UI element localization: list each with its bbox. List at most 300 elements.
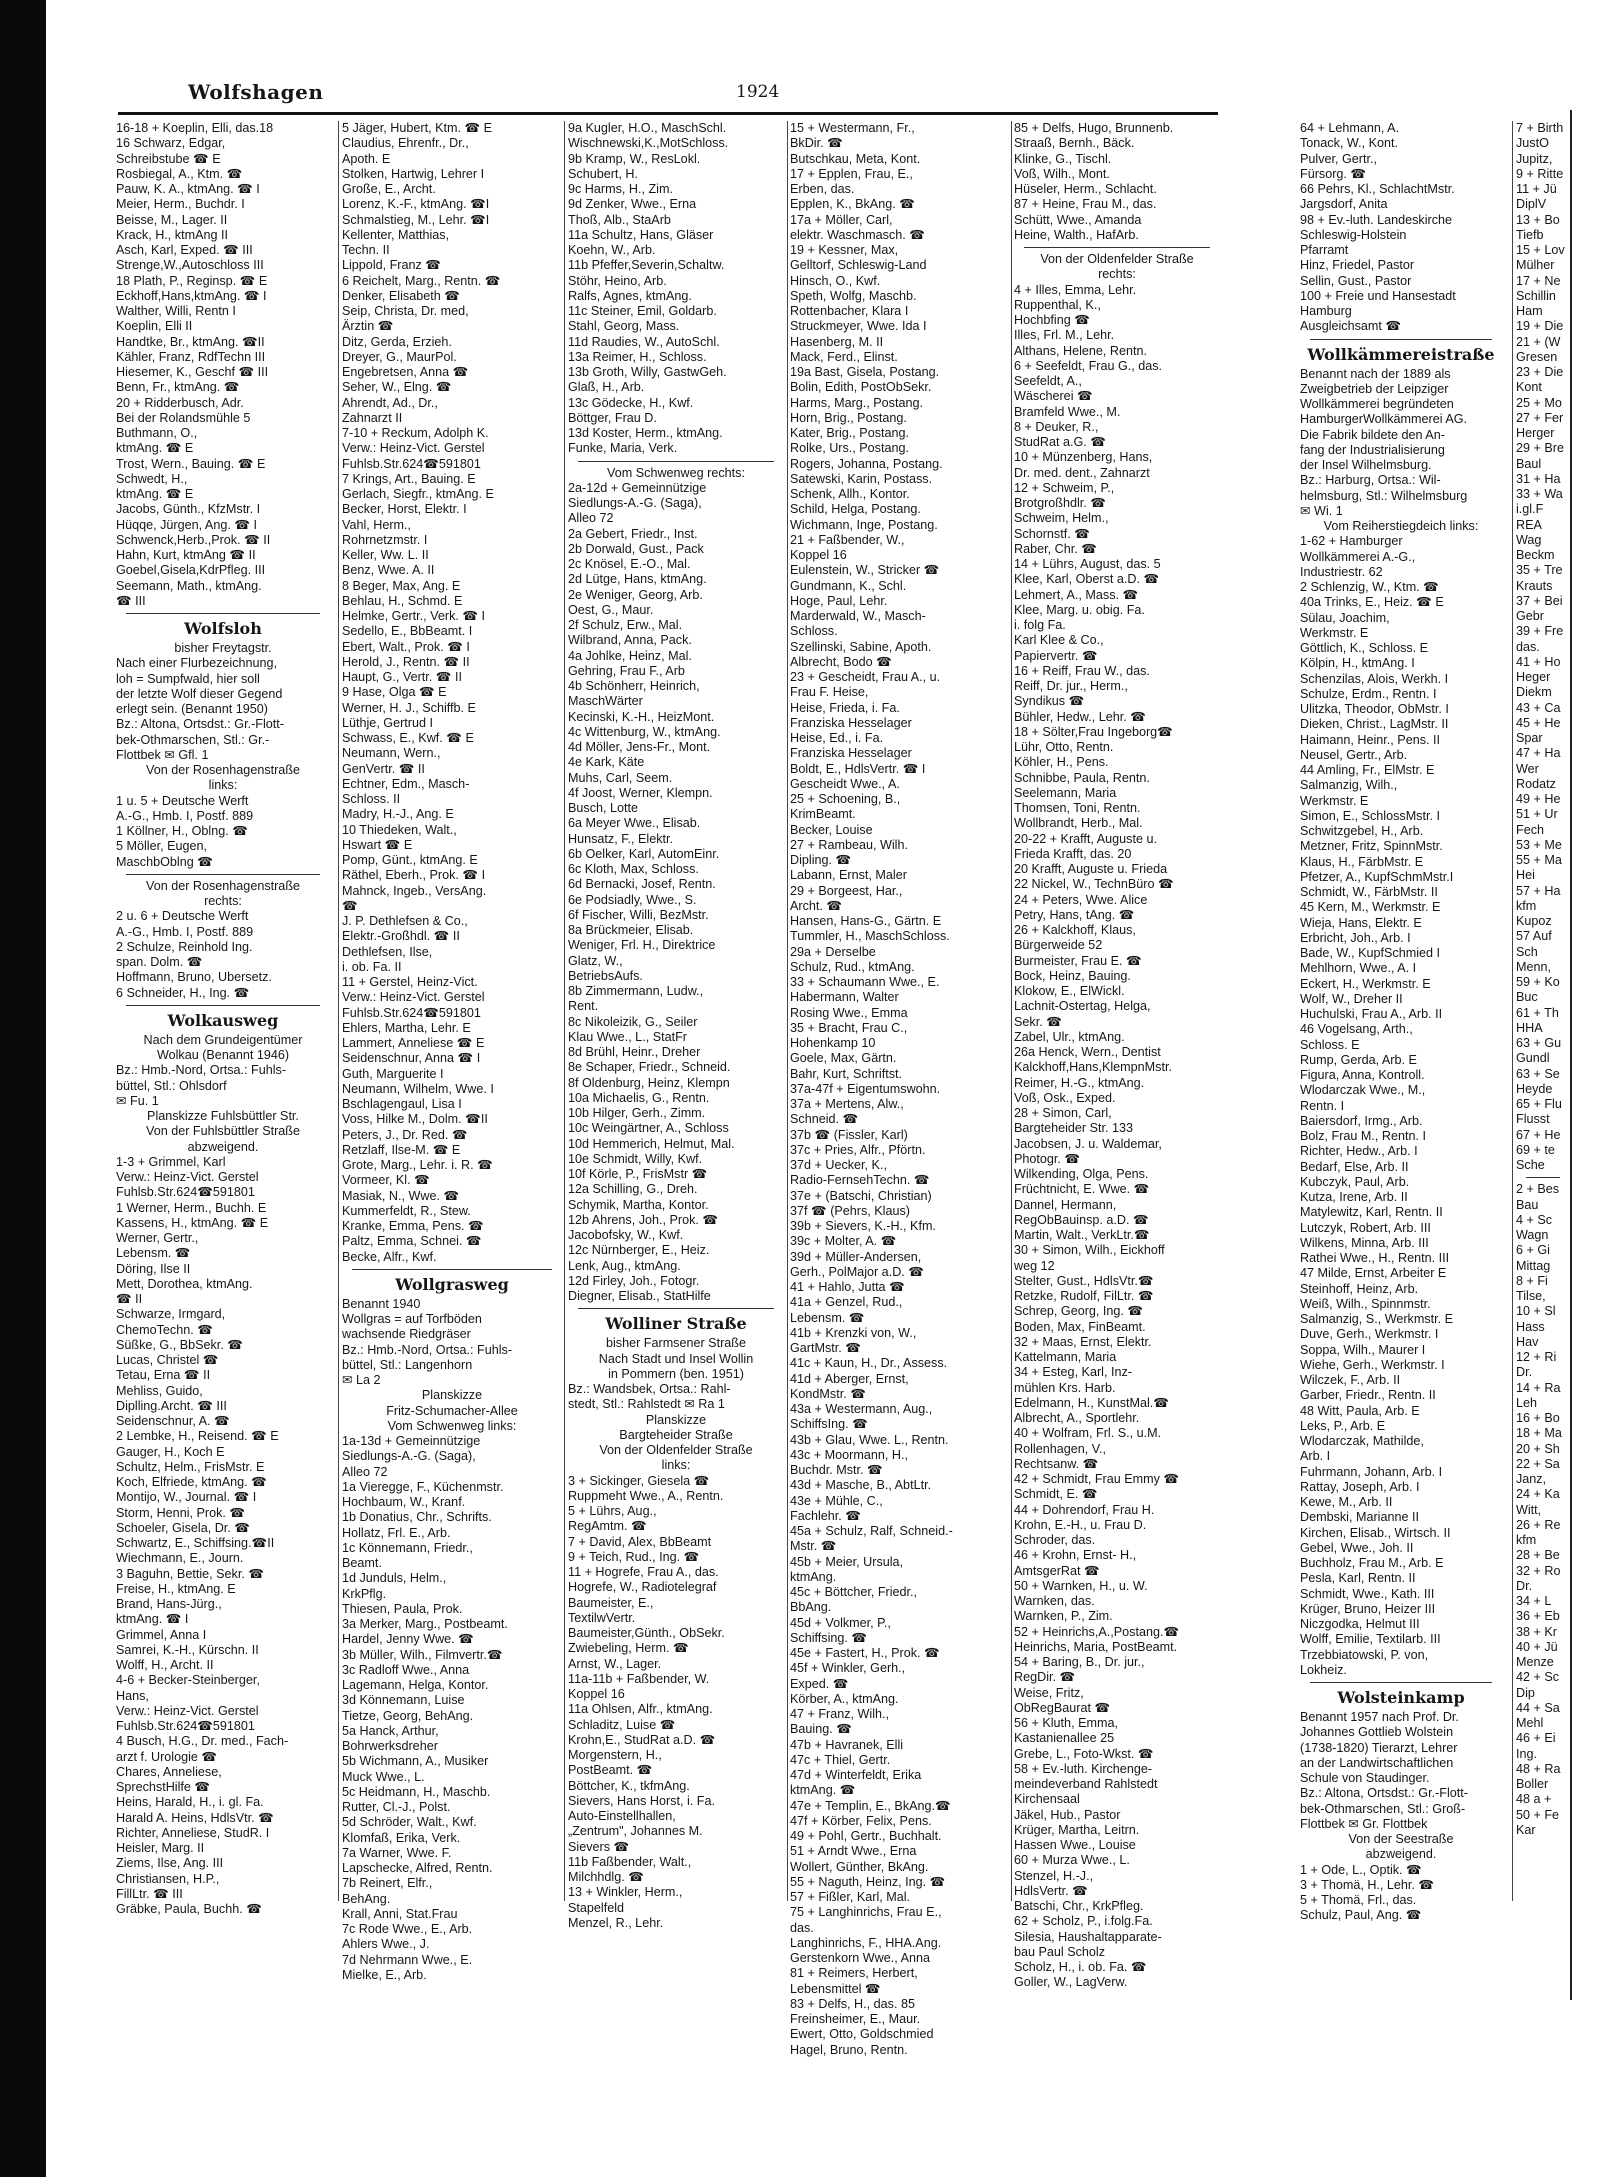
directory-entry: 40 + Wolfram, Frl. S., u.M. — [1014, 1426, 1162, 1441]
directory-entry: Epplen, K., BkAng. ☎ — [790, 197, 915, 212]
directory-entry: Kähler, Franz, RdfTechn III — [116, 349, 266, 364]
directory-entry: weg 12 — [1014, 1258, 1055, 1273]
directory-entry: Wiehe, Gerh., Werkmstr. I — [1300, 1357, 1445, 1372]
directory-entry: Salmanzig, S., Werkmstr. E — [1300, 1312, 1454, 1326]
directory-entry: 29 + Bre — [1516, 441, 1564, 456]
directory-entry: Kellenter, Matthias, — [342, 227, 450, 242]
directory-entry: Wiechmann, E., Journ. — [116, 1551, 244, 1566]
directory-entry: 10d Hemmerich, Helmut, Mal. — [568, 1136, 735, 1151]
directory-entry: Becker, Louise — [790, 822, 873, 837]
directory-entry: kfm — [1516, 1533, 1537, 1547]
directory-entry: Schultz, Helm., FrisMstr. E — [116, 1459, 265, 1474]
directory-entry: ChemoTechn. ☎ — [116, 1322, 213, 1337]
street-note: Vom Schwenweg rechts: — [607, 465, 745, 480]
directory-entry: Arnst, W., Lager. — [568, 1656, 662, 1671]
directory-entry: Fürsorg. ☎ — [1300, 166, 1367, 181]
directory-entry: Illes, Frl. M., Lehr. — [1014, 328, 1115, 343]
directory-entry: Meier, Herm., Buchdr. I — [116, 197, 245, 212]
directory-entry: Chares, Anneliese, — [116, 1764, 222, 1779]
directory-entry: 44 + Dohrendorf, Frau H. — [1014, 1502, 1155, 1517]
directory-entry: Wilkending, Olga, Pens. — [1014, 1167, 1149, 1181]
directory-entry: 46 + Ei — [1516, 1731, 1556, 1746]
directory-entry: Benannt nach der 1889 als — [1300, 366, 1451, 381]
directory-entry: 16-18 + Koeplin, Elli, das.18 — [116, 121, 274, 135]
directory-entry: Jargsdorf, Anita — [1300, 197, 1388, 212]
directory-entry: 47 Milde, Ernst, Arbeiter E — [1300, 1266, 1447, 1281]
directory-entry: 9b Kramp, W., ResLokl. — [568, 151, 701, 166]
directory-entry: Franziska Hesselager — [790, 715, 912, 730]
directory-entry: 4 + Illes, Emma, Lehr. — [1014, 282, 1137, 297]
directory-entry: 63 + Se — [1516, 1066, 1560, 1081]
directory-entry: Diekm — [1516, 685, 1552, 700]
directory-entry: Hardel, Jenny Wwe. ☎ — [342, 1632, 474, 1647]
directory-entry: Schladitz, Luise ☎ — [568, 1717, 676, 1732]
street-note: bisher Freytagstr. — [174, 641, 272, 655]
directory-entry: Langhinrichs, F., HHA.Ang. — [790, 1935, 942, 1950]
directory-entry: Flottbek ✉ Gfl. 1 — [116, 747, 209, 762]
directory-entry: Goele, Max, Gärtn. — [790, 1051, 897, 1066]
directory-entry: Trzebbiatowski, P. von, — [1300, 1647, 1429, 1662]
directory-entry: Böttger, Frau D. — [568, 410, 657, 425]
directory-entry: Dieken, Christ., LagMstr. II — [1300, 717, 1449, 732]
directory-entry: Bz.: Wandsbek, Ortsa.: Rahl- — [568, 1382, 731, 1396]
directory-entry: Rentn. I — [1300, 1098, 1345, 1113]
directory-entry: Bauing. ☎ — [790, 1722, 852, 1737]
directory-entry: 47f + Körber, Felix, Pens. — [790, 1813, 932, 1828]
directory-entry: ☎ III — [116, 593, 146, 608]
directory-entry: Beckm — [1516, 548, 1555, 562]
directory-entry: 39c + Molter, A. ☎ — [790, 1234, 897, 1249]
directory-entry: Kranke, Emma, Pens. ☎ — [342, 1219, 484, 1233]
directory-entry: 38 + Kr — [1516, 1624, 1557, 1639]
directory-entry: Hiesemer, K., Geschf ☎ III — [116, 365, 269, 379]
directory-entry: 3b Müller, Wilh., Filmvertr.☎ — [342, 1647, 503, 1662]
directory-entry: Masiak, N., Wwe. ☎ — [342, 1188, 460, 1203]
directory-entry: Sievers ☎ — [568, 1839, 630, 1854]
directory-entry: 100 + Freie und Hansestadt — [1300, 288, 1456, 303]
directory-entry: Ulitzka, Theodor, ObMstr. I — [1300, 702, 1449, 716]
directory-entry: bek-Othmarschen, Stl.: Gr.- — [116, 732, 270, 747]
column-divider — [1011, 121, 1012, 1901]
directory-entry: Mstr. ☎ — [790, 1539, 837, 1554]
directory-entry: Erben, das. — [790, 182, 855, 196]
directory-entry: Strenge,W.,Autoschloss III — [116, 258, 264, 273]
directory-entry: 55 + Ma — [1516, 853, 1562, 867]
directory-entry: Bz.: Hmb.-Nord, Ortsa.: Fuhls- — [116, 1063, 287, 1078]
directory-entry: MaschWärter — [568, 694, 643, 709]
directory-entry: Bargteheider Str. 133 — [1014, 1121, 1134, 1136]
directory-entry: Weiß, Wilh., Spinnmstr. — [1300, 1296, 1431, 1311]
directory-entry: Pesla, Karl, Rentn. II — [1300, 1571, 1416, 1586]
directory-entry: Flusst — [1516, 1112, 1550, 1127]
directory-entry: ktmAng. ☎ I — [116, 1612, 189, 1627]
directory-entry: büttel, Stl.: Langenhorn — [342, 1357, 473, 1372]
street-note: Von der Oldenfelder Straße — [599, 1443, 753, 1457]
directory-entry: Tonack, W., Kont. — [1300, 136, 1398, 151]
directory-entry: 53 + Me — [1516, 837, 1562, 852]
directory-entry: 3d Könnemann, Luise — [342, 1693, 465, 1708]
directory-entry: 1d Junduls, Helm., — [342, 1571, 447, 1586]
directory-entry: Kewe, M., Arb. II — [1300, 1495, 1393, 1509]
directory-entry: Dannel, Hermann, — [1014, 1197, 1117, 1212]
directory-entry: 8a Brückmeier, Elisab. — [568, 923, 694, 937]
directory-entry: Warnken, P., Zim. — [1014, 1609, 1113, 1624]
directory-entry: ✉ Fu. 1 — [116, 1093, 159, 1108]
directory-entry: 45b + Meier, Ursula, — [790, 1554, 904, 1569]
directory-entry: 12a Schilling, G., Dreh. — [568, 1182, 698, 1197]
directory-entry: 45c + Böttcher, Friedr., — [790, 1585, 918, 1599]
directory-entry: Hagel, Bruno, Rentn. — [790, 2042, 908, 2057]
directory-entry: Voß, Osk., Exped. — [1014, 1090, 1116, 1105]
directory-entry: Wlodarczak Wwe., M., — [1300, 1083, 1426, 1098]
directory-entry: Guth, Marguerite I — [342, 1066, 444, 1081]
directory-entry: 15 + Lov — [1516, 243, 1565, 257]
directory-entry: Janz, — [1516, 1472, 1547, 1486]
directory-entry: 37d + Uecker, K., — [790, 1158, 887, 1172]
directory-entry: Satewski, Karin, Postass. — [790, 471, 933, 486]
directory-entry: 26a Henck, Wern., Dentist — [1014, 1045, 1161, 1059]
directory-entry: erlegt sein. (Benannt 1950) — [116, 702, 268, 716]
directory-entry: 29 + Borgeest, Har., — [790, 883, 903, 898]
directory-entry: Ralfs, Agnes, ktmAng. — [568, 288, 692, 303]
directory-entry: 32 + Ro — [1516, 1563, 1561, 1578]
directory-entry: 37a-47f + Eigentumswohn. — [790, 1081, 941, 1096]
street-note: abzweigend. — [1365, 1847, 1437, 1862]
directory-entry: 44 + Sa — [1516, 1700, 1560, 1715]
street-heading: Wolsteinkamp — [1337, 1688, 1465, 1707]
section-rule — [1526, 1177, 1560, 1178]
directory-entry: Schymik, Martha, Kontor. — [568, 1197, 709, 1212]
directory-entry: 13 + Bo — [1516, 212, 1560, 227]
directory-entry: DiplV — [1516, 197, 1547, 212]
directory-entry: Simon, E., SchlossMstr. I — [1300, 808, 1440, 823]
directory-entry: SprechstHilfe ☎ — [116, 1780, 211, 1794]
directory-entry: Ruppenthal, K., — [1014, 297, 1101, 312]
directory-entry: Schloss. E — [1300, 1037, 1360, 1052]
street-note: rechts: — [1098, 267, 1136, 282]
directory-entry: 9 + Teich, Rud., Ing. ☎ — [568, 1549, 700, 1564]
directory-entry: 5 Jäger, Hubert, Ktm. ☎ E — [342, 121, 493, 135]
directory-entry: Kassens, H., ktmAng. ☎ E — [116, 1215, 269, 1230]
directory-entry: Kecinski, K.-H., HeizMont. — [568, 709, 715, 724]
directory-entry: 41 + Ho — [1516, 654, 1561, 669]
directory-entry: Tietze, Georg, BehAng. — [342, 1708, 474, 1723]
column-3 — [568, 121, 784, 1930]
directory-entry: Klokow, E., ElWickl. — [1014, 984, 1125, 998]
directory-entry: 22 Nickel, W., TechnBüro ☎ — [1014, 877, 1174, 892]
directory-entry: 6d Bernacki, Josef, Rentn. — [568, 877, 716, 892]
page-gutter — [1218, 110, 1274, 1980]
directory-entry: 14 + Ra — [1516, 1380, 1561, 1395]
directory-entry: Fuhrmann, Johann, Arb. I — [1300, 1464, 1443, 1479]
directory-entry: 47 + Franz, Wilh., — [790, 1707, 890, 1721]
directory-entry: 18 + Ma — [1516, 1426, 1562, 1441]
directory-entry: Hasenberg, M. II — [790, 334, 884, 349]
directory-entry: 13a Reimer, H., Schloss. — [568, 349, 707, 364]
directory-entry: Grimmel, Anna I — [116, 1627, 207, 1642]
directory-entry: Seefeldt, A., — [1014, 374, 1082, 388]
directory-entry: 65 + Flu — [1516, 1097, 1562, 1111]
directory-entry: Leh — [1516, 1395, 1538, 1410]
directory-entry: 2e Weniger, Georg, Arb. — [568, 587, 703, 602]
directory-entry: Lühr, Otto, Rentn. — [1014, 740, 1114, 754]
directory-entry: Fech — [1516, 822, 1544, 837]
directory-entry: Hohenkamp 10 — [790, 1036, 876, 1050]
directory-entry: Bürgerweide 52 — [1014, 938, 1103, 953]
directory-entry: 25 + Schoening, B., — [790, 792, 901, 806]
directory-entry: Gundmann, K., Schl. — [790, 578, 907, 593]
directory-entry: das. — [1516, 639, 1540, 654]
directory-entry: Schloss. II — [342, 792, 401, 806]
directory-entry: Diegner, Elisab., StatHilfe — [568, 1289, 711, 1303]
directory-entry: Schmidt, E. ☎ — [1014, 1487, 1098, 1502]
directory-entry: Gerh., PolMajor a.D. ☎ — [790, 1264, 924, 1279]
column-divider — [1512, 121, 1513, 1901]
directory-entry: Rathei Wwe., H., Rentn. III — [1300, 1251, 1450, 1265]
directory-entry: Zabel, Ulr., ktmAng. — [1014, 1029, 1125, 1044]
directory-entry: BehAng. — [342, 1891, 391, 1906]
directory-entry: Lokheiz. — [1300, 1662, 1347, 1677]
directory-entry: 42 + Sc — [1516, 1670, 1560, 1685]
directory-entry: 2c Knösel, E.-O., Mal. — [568, 557, 691, 571]
directory-entry: Christiansen, H.P., — [116, 1871, 220, 1886]
directory-entry: Kölpin, H., ktmAng. I — [1300, 656, 1415, 671]
directory-entry: 5b Wichmann, A., Musiker — [342, 1754, 489, 1769]
directory-entry: Kirchensaal — [1014, 1792, 1080, 1807]
directory-entry: Schenk, Allh., Kontor. — [790, 487, 910, 501]
directory-entry: bau Paul Scholz — [1014, 1944, 1106, 1959]
directory-entry: Gebel, Wwe., Joh. II — [1300, 1540, 1414, 1555]
directory-entry: 5d Schröder, Walt., Kwf. — [342, 1815, 477, 1830]
directory-entry: 67 + He — [1516, 1127, 1561, 1142]
directory-entry: Goller, W., LagVerw. — [1014, 1975, 1128, 1990]
directory-entry: der letzte Wolf dieser Gegend — [116, 686, 283, 701]
directory-entry: BbAng. — [790, 1600, 832, 1615]
directory-entry: Herold, J., Rentn. ☎ II — [342, 654, 470, 669]
street-note: Vom Schwenweg links: — [387, 1418, 517, 1433]
directory-entry: 47 + Ha — [1516, 746, 1561, 761]
directory-entry: 4-6 + Becker-Steinberger, — [116, 1673, 260, 1688]
directory-entry: 55 + Naguth, Heinz, Ing. ☎ — [790, 1874, 946, 1889]
directory-entry: Ahrendt, Ad., Dr., — [342, 395, 438, 410]
directory-entry: Hunsatz, F., Elektr. — [568, 831, 673, 846]
directory-entry: 13b Groth, Willy, GastwGeh. — [568, 365, 727, 379]
directory-entry: RegDir. ☎ — [1014, 1670, 1076, 1685]
directory-entry: 51 + Ur — [1516, 807, 1558, 822]
directory-entry: 87 + Heine, Frau M., das. — [1014, 197, 1157, 212]
directory-entry: Schwenck,Herb.,Prok. ☎ II — [116, 532, 271, 547]
directory-entry: 37e + (Batschi, Christian) — [790, 1188, 932, 1203]
directory-entry: Tilse, — [1516, 1289, 1546, 1303]
directory-entry: Klinke, G., Tischl. — [1014, 151, 1112, 166]
street-note: links: — [208, 778, 238, 793]
directory-entry: Nach einer Flurbezeichnung, — [116, 656, 278, 671]
directory-entry: Helmke, Gertr., Verk. ☎ I — [342, 609, 486, 623]
directory-entry: 19 + Die — [1516, 319, 1564, 334]
directory-entry: Bock, Heinz, Bauing. — [1014, 968, 1131, 983]
directory-entry: Gerlach, Siegfr., ktmAng. E — [342, 487, 494, 501]
section-rule — [126, 874, 320, 875]
street-heading: Wolliner Straße — [605, 1314, 747, 1334]
directory-entry: Edelmann, H., KunstMal.☎ — [1014, 1395, 1169, 1410]
directory-entry: 61 + Th — [1516, 1005, 1559, 1020]
directory-entry: 37a + Mertens, Alw., — [790, 1097, 904, 1111]
directory-entry: Rent. — [568, 999, 599, 1014]
directory-entry: Raber, Chr. ☎ — [1014, 541, 1097, 556]
directory-entry: Hansen, Hans-G., Gärtn. E — [790, 914, 942, 928]
directory-entry: Goebel,Gisela,KdrPfleg. III — [116, 563, 266, 578]
directory-entry: 18 Plath, P., Reginsp. ☎ E — [116, 273, 268, 288]
directory-entry: 37 + Bei — [1516, 593, 1563, 608]
directory-entry: Schmidt, Wwe., Kath. III — [1300, 1586, 1435, 1601]
directory-entry: Elektr.-Großhdl. ☎ II — [342, 929, 460, 944]
directory-entry: 1a Vieregge, F., Küchenmstr. — [342, 1479, 504, 1494]
directory-entry: Dr. — [1516, 1578, 1533, 1593]
directory-entry: Auto-Einstellhallen, — [568, 1809, 676, 1823]
directory-entry: Bühler, Hedw., Lehr. ☎ — [1014, 709, 1146, 724]
directory-entry: A.-G., Hmb. I, Postf. 889 — [116, 924, 254, 939]
column-4 — [790, 121, 1004, 2057]
directory-entry: 13d Koster, Herm., ktmAng. — [568, 426, 723, 440]
directory-entry: 11a Schultz, Hans, Gläser — [568, 227, 714, 242]
directory-entry: Siedlungs-A.-G. (Saga), — [342, 1449, 476, 1464]
directory-entry: Storm, Henni, Prok. ☎ — [116, 1505, 246, 1520]
directory-entry: Krohn,E., StudRat a.D. ☎ — [568, 1732, 716, 1747]
directory-entry: Glaß, H., Arb. — [568, 380, 645, 395]
directory-entry: Frieda Krafft, das. 20 — [1014, 846, 1132, 861]
directory-entry: 21 + Faßbender, W., — [790, 532, 905, 547]
directory-entry: 27 + Rambeau, Wilh. — [790, 837, 908, 852]
directory-entry: Sülau, Joachim, — [1300, 610, 1390, 625]
directory-entry: GenVertr. ☎ II — [342, 761, 425, 776]
directory-entry: Schloss. — [790, 624, 838, 639]
street-note: Nach dem Grundeigentümer — [143, 1032, 303, 1047]
directory-entry: Denker, Elisabeth ☎ — [342, 288, 460, 303]
street-note: bisher Farmsener Straße — [606, 1336, 746, 1351]
directory-entry: Werner, H. J., Schiffb. E — [342, 700, 476, 715]
directory-entry: Verw.: Heinz-Vict. Gerstel — [342, 990, 485, 1005]
directory-entry: 48 + Ra — [1516, 1761, 1561, 1776]
directory-entry: 60 + Murza Wwe., L. — [1014, 1853, 1130, 1868]
directory-entry: 2a-12d + Gemeinnützige — [568, 480, 707, 495]
directory-entry: 9 Hase, Olga ☎ E — [342, 685, 447, 700]
directory-entry: 57 + Ha — [1516, 883, 1561, 898]
directory-entry: Harms, Marg., Postang. — [790, 395, 923, 410]
directory-entry: Bahr, Kurt, Schriftst. — [790, 1066, 902, 1081]
directory-entry: Pomp, Günt., ktmAng. E — [342, 853, 478, 867]
directory-entry: Benannt 1957 nach Prof. Dr. — [1300, 1710, 1459, 1724]
directory-entry: 5 + Lührs, Aug., — [568, 1504, 657, 1518]
directory-entry: ☎ — [342, 898, 358, 913]
directory-entry: ktmAng. ☎ E — [116, 441, 194, 456]
directory-entry: Lammert, Anneliese ☎ E — [342, 1036, 485, 1050]
directory-entry: 47d + Winterfeldt, Erika — [790, 1768, 922, 1782]
directory-entry: 37b ☎ (Fissler, Karl) — [790, 1127, 908, 1142]
directory-entry: KrimBeamt. — [790, 807, 856, 822]
directory-entry: 10 + Münzenberg, Hans, — [1014, 450, 1153, 465]
directory-entry: ObRegBaurat ☎ — [1014, 1700, 1111, 1715]
directory-entry: Rollenhagen, V., — [1014, 1441, 1106, 1456]
section-rule — [578, 461, 774, 462]
directory-entry: Krüger, Bruno, Heizer III — [1300, 1601, 1436, 1616]
directory-entry: Arb. I — [1300, 1449, 1331, 1464]
street-note: Von der Rosenhagenstraße — [145, 763, 301, 777]
directory-entry: Große, E., Archt. — [342, 182, 436, 196]
directory-entry: Mielke, E., Arb. — [342, 1967, 427, 1982]
directory-entry: Wilkens, Minna, Arb. III — [1300, 1235, 1429, 1250]
directory-entry: Wieja, Hans, Elektr. E — [1300, 915, 1422, 930]
directory-entry: Thoß, Alb., StaArb — [568, 212, 671, 227]
directory-entry: Thomsen, Toni, Rentn. — [1014, 801, 1141, 815]
directory-entry: Hav — [1516, 1334, 1539, 1349]
directory-entry: Schornstf. ☎ — [1014, 526, 1090, 541]
directory-entry: HHA — [1516, 1020, 1543, 1035]
directory-entry: 42 + Schmidt, Frau Emmy ☎ — [1014, 1472, 1180, 1486]
directory-entry: Franziska Hesselager — [790, 746, 912, 761]
directory-entry: 6 Reichelt, Marg., Rentn. ☎ — [342, 273, 501, 288]
directory-entry: Wolff, Emilie, Textilarb. III — [1300, 1632, 1441, 1647]
street-note: Wolkau (Benannt 1946) — [156, 1048, 290, 1062]
directory-entry: Jupitz, — [1516, 151, 1553, 166]
directory-entry: Heise, Ed., i. Fa. — [790, 731, 884, 745]
directory-entry: StudRat a.G. ☎ — [1014, 435, 1106, 449]
directory-entry: Kupoz — [1516, 914, 1552, 928]
directory-entry: Bei der Rolandsmühle 5 — [116, 410, 251, 425]
directory-entry: Benn, Fr., ktmAng. ☎ — [116, 380, 240, 395]
street-note: Nach Stadt und Insel Wollin — [598, 1351, 754, 1366]
directory-entry: Funke, Maria, Verk. — [568, 441, 678, 456]
directory-entry: Schwass, E., Kwf. ☎ E — [342, 731, 474, 745]
directory-entry: Zweigbetrieb der Leipziger — [1300, 381, 1449, 396]
directory-entry: Dr. — [1516, 1365, 1533, 1380]
column-divider — [564, 121, 565, 1901]
directory-entry: Diplling.Archt. ☎ III — [116, 1398, 227, 1413]
directory-entry: ✉ La 2 — [342, 1373, 381, 1387]
directory-entry: Klaus, H., FärbMstr. E — [1300, 854, 1424, 869]
directory-entry: Lippold, Franz ☎ — [342, 258, 441, 273]
directory-entry: Beisse, M., Lager. II — [116, 212, 228, 227]
street-heading: Wolfsloh — [184, 619, 262, 638]
directory-entry: 58 + Ev.-luth. Kirchenge- — [1014, 1761, 1153, 1776]
directory-entry: Hswart ☎ E — [342, 837, 413, 852]
directory-entry: Voß, Wilh., Mont. — [1014, 166, 1110, 181]
directory-entry: 21 + (W — [1516, 334, 1561, 349]
directory-entry: J. P. Dethlefsen & Co., — [342, 914, 468, 928]
directory-entry: 13 + Winkler, Herm., — [568, 1885, 683, 1900]
directory-entry: Kirchen, Elisab., Wirtsch. II — [1300, 1525, 1451, 1540]
directory-entry: 47e + Templin, E., BkAng.☎ — [790, 1798, 951, 1813]
directory-entry: 46 Vogelsang, Arth., — [1300, 1022, 1413, 1037]
directory-entry: der Insel Wilhelmsburg. — [1300, 458, 1432, 472]
directory-entry: 4d Möller, Jens-Fr., Mont. — [568, 740, 711, 754]
directory-entry: Ziems, Ilse, Ang. III — [116, 1856, 224, 1871]
directory-entry: 2f Schulz, Erw., Mal. — [568, 618, 683, 632]
directory-entry: Sedello, E., BbBeamt. I — [342, 624, 473, 639]
directory-entry: Straaß, Bernh., Bäck. — [1014, 136, 1135, 151]
directory-entry: Hahn, Kurt, ktmAng ☎ II — [116, 548, 256, 562]
directory-entry: Koeplin, Elli II — [116, 319, 193, 334]
directory-entry: ☎ II — [116, 1292, 143, 1306]
directory-entry: Boldt, E., HdlsVertr. ☎ I — [790, 761, 926, 776]
page-header — [136, 80, 1266, 106]
directory-entry: Klee, Karl, Oberst a.D. ☎ — [1014, 572, 1160, 587]
directory-entry: Schleswig-Holstein — [1300, 227, 1407, 242]
directory-entry: Werkmstr. E — [1300, 793, 1369, 808]
directory-entry: Menn, — [1516, 959, 1552, 974]
directory-entry: Ewert, Otto, Goldschmied — [790, 2027, 934, 2042]
directory-entry: Behlau, H., Schmd. E — [342, 593, 463, 608]
directory-entry: Klau Wwe., L., StatFr — [568, 1029, 687, 1044]
